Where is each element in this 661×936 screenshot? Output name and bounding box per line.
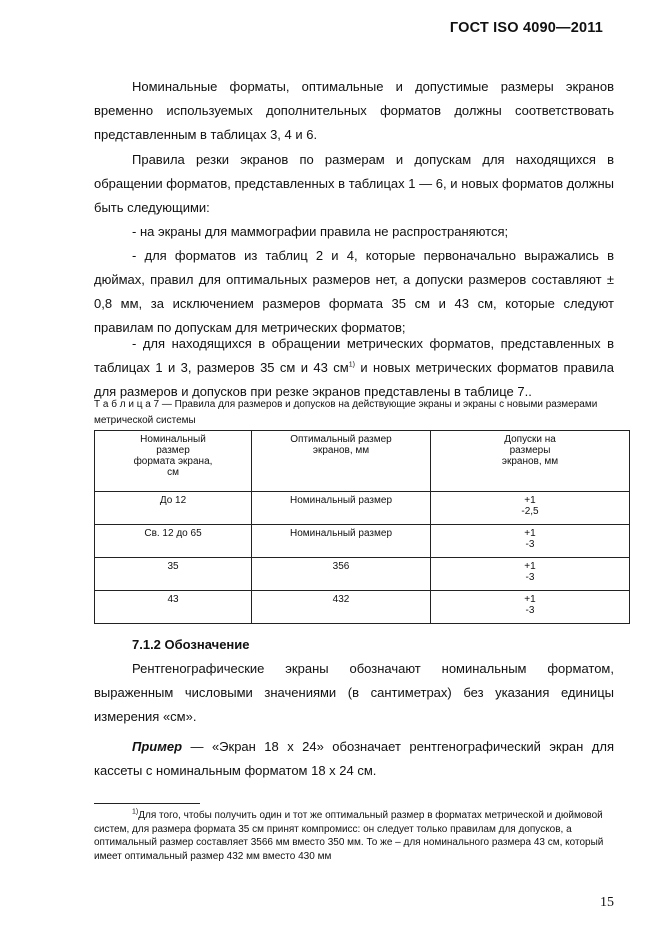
table-7 (94, 430, 630, 624)
footnote-ref[interactable]: 1) (348, 361, 355, 369)
header-nominal-format (95, 431, 252, 492)
footnote-text: Для того, чтобы получить один и тот же оптимальный размер в форматах метрической и дюймовой систем, для размера формата 35 см принят компромисс: он следует только правилам для допусков, а оптимальный размер составляет 3566 мм вместо 350 мм. То же – для номинального размера 43 см, который имеет оптимальный размер 432 мм вместо 430 мм (94, 810, 604, 862)
page-number: 15 (600, 895, 614, 910)
table-row (95, 591, 630, 624)
paragraph-designation: Рентгенографические экраны обозначают номинальным форматом, выраженным числовыми значениями (в сантиметрах) без указания единицы измерения «см». (94, 661, 614, 724)
cell-format: Св. 12 до 65 (95, 525, 252, 558)
header-line: экранов, мм (312, 445, 370, 456)
section-title: 7.1.2 Обозначение (132, 637, 250, 652)
cell-optimal: Номинальный размер (252, 525, 431, 558)
paragraph-formats: Номинальные форматы, оптимальные и допустимые размеры экранов временно используемых дополнительных форматов должны соответствовать представленным в таблицах 3, 4 и 6. (94, 79, 614, 142)
cell-tolerance (431, 525, 630, 558)
tolerance-minus: -3 (525, 572, 535, 583)
list-item-metric-formats (94, 332, 614, 404)
header-line: размеры (509, 445, 551, 456)
header-line: формата экрана, (133, 456, 213, 467)
tolerance-plus: +1 (524, 594, 536, 605)
tolerance-plus: +1 (524, 528, 536, 539)
table-caption (94, 397, 614, 429)
metric-formats-text-a: - для находящихся в обращении метрических форматов, представленных в таблицах 1 и 3, размеров 35 см и 43 см (94, 336, 614, 375)
header-line: см (167, 467, 179, 478)
table-caption-text: — Правила для размеров и допусков на действующие экраны и экраны с новыми размерами метрической системы (94, 399, 598, 426)
tolerance-minus: -3 (525, 605, 535, 616)
header-tolerances (431, 431, 630, 492)
paragraph-cutting-rules: Правила резки экранов по размерам и допускам для находящихся в обращении форматов, представленных в таблицах 1 — 6, и новых форматов должны быть следующими: (94, 152, 614, 215)
table-header-row (95, 431, 630, 492)
header-optimal-size (252, 431, 431, 492)
cell-format: 43 (95, 591, 252, 624)
header-line: Допуски на (504, 434, 556, 445)
cell-tolerance (431, 492, 630, 525)
cell-optimal: 432 (252, 591, 431, 624)
example-label: Пример (132, 739, 183, 754)
list-item-inch-formats: - для форматов из таблиц 2 и 4, которые первоначально выражались в дюймах, правил для оптимальных размеров нет, а допуски размеров составляют ± 0,8 мм, за исключением размеров формата 35 см и 43 см, которые следуют правилам по допускам для метрических форматов; (94, 248, 614, 335)
table-row (95, 558, 630, 591)
header-line: Оптимальный размер (290, 434, 392, 445)
footnote-separator (94, 803, 200, 804)
tolerance-minus: -3 (525, 539, 535, 550)
tolerance-plus: +1 (524, 495, 536, 506)
table-row (95, 492, 630, 525)
cell-format: До 12 (95, 492, 252, 525)
cell-tolerance (431, 591, 630, 624)
cell-optimal: 356 (252, 558, 431, 591)
tolerance-plus: +1 (524, 561, 536, 572)
example-text: — «Экран 18 х 24» обозначает рентгенографический экран для кассеты с номинальным форматом 18 х 24 см. (94, 739, 614, 778)
footnote (94, 809, 614, 863)
table-caption-label: Т а б л и ц а 7 (94, 399, 160, 410)
header-line: Номинальный (140, 434, 206, 445)
metric-formats-text-b: и новых метрических форматов правила для размеров и допусков при резке экранов представлены в таблице 7.. (94, 360, 614, 399)
cell-optimal: Номинальный размер (252, 492, 431, 525)
tolerance-minus: -2,5 (521, 506, 539, 517)
list-item-mammography: - на экраны для маммографии правила не распространяются; (132, 224, 509, 239)
paragraph-example (94, 735, 614, 783)
footnote-marker: 1) (132, 808, 139, 816)
cell-tolerance (431, 558, 630, 591)
header-line: размер (156, 445, 190, 456)
cell-format: 35 (95, 558, 252, 591)
header-line: экранов, мм (501, 456, 559, 467)
document-header-id: ГОСТ ISO 4090—2011 (449, 20, 603, 36)
table-row (95, 525, 630, 558)
